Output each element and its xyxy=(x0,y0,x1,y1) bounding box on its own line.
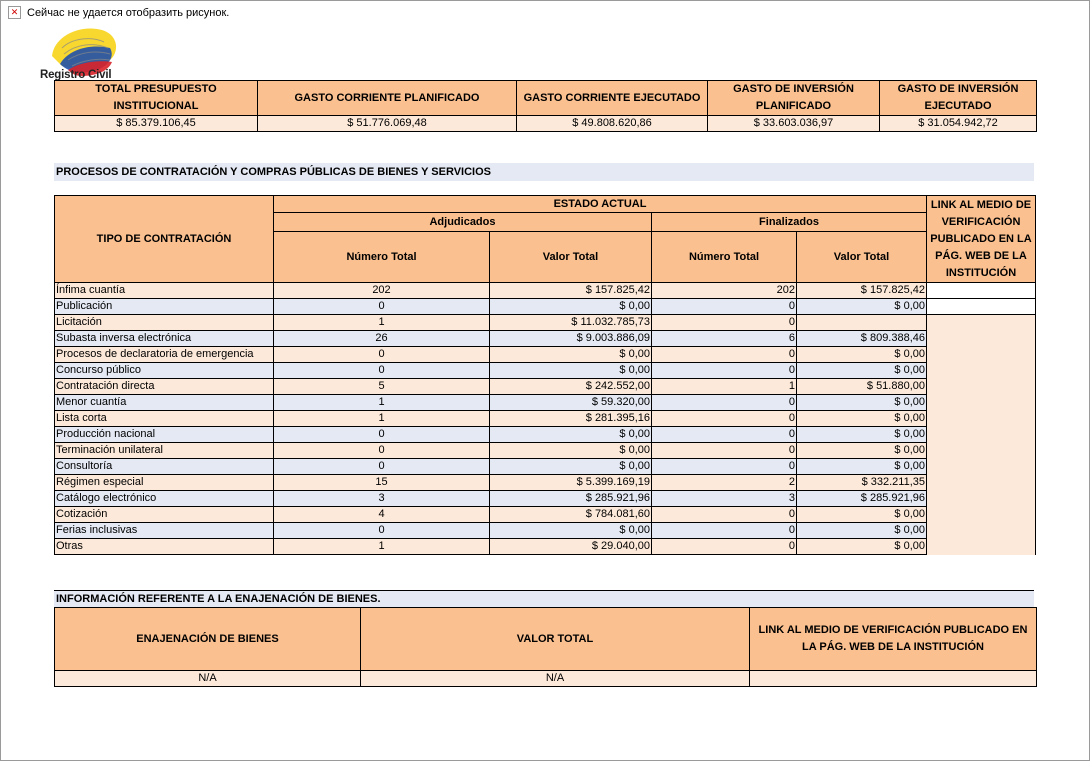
cell-fin-numero: 0 xyxy=(652,539,797,555)
cell-fin-valor xyxy=(797,315,927,331)
budget-value-inversion-planificado: $ 33.603.036,97 xyxy=(708,116,880,132)
table-row xyxy=(55,283,1036,299)
cell-fin-valor: $ 0,00 xyxy=(797,395,927,411)
cell-fin-valor: $ 0,00 xyxy=(797,299,927,315)
cell-link xyxy=(927,283,1036,299)
cell-fin-numero: 6 xyxy=(652,331,797,347)
table-row xyxy=(55,331,1036,347)
cell-tipo: Producción nacional xyxy=(55,427,274,443)
cell-adj-numero: 0 xyxy=(274,347,490,363)
section-title-enajenacion: INFORMACIÓN REFERENTE A LA ENAJENACIÓN DE BIENES. xyxy=(54,590,1034,608)
header-adj-numero-total: Número Total xyxy=(274,231,490,282)
cell-adj-numero: 4 xyxy=(274,507,490,523)
enaj-value-enajenacion: N/A xyxy=(55,671,361,687)
cell-tipo: Otras xyxy=(55,539,274,555)
cell-adj-valor: $ 5.399.169,19 xyxy=(490,475,652,491)
header-tipo-contratacion: TIPO DE CONTRATACIÓN xyxy=(55,196,274,283)
header-fin-valor-total: Valor Total xyxy=(797,231,927,282)
cell-fin-numero: 0 xyxy=(652,459,797,475)
cell-fin-valor: $ 0,00 xyxy=(797,539,927,555)
cell-tipo: Menor cuantía xyxy=(55,395,274,411)
enaj-header-link: LINK AL MEDIO DE VERIFICACIÓN PUBLICADO EN LA PÁG. WEB DE LA INSTITUCIÓN xyxy=(750,608,1037,671)
cell-link xyxy=(927,507,1036,523)
cell-fin-numero: 0 xyxy=(652,523,797,539)
table-row xyxy=(55,411,1036,427)
cell-fin-valor: $ 0,00 xyxy=(797,507,927,523)
cell-tipo: Contratación directa xyxy=(55,379,274,395)
table-row xyxy=(55,523,1036,539)
cell-adj-valor: $ 0,00 xyxy=(490,523,652,539)
header-adjudicados: Adjudicados xyxy=(274,213,652,231)
cell-adj-numero: 26 xyxy=(274,331,490,347)
enajenacion-table xyxy=(54,607,1037,687)
cell-fin-valor: $ 0,00 xyxy=(797,411,927,427)
cell-adj-numero: 0 xyxy=(274,427,490,443)
header-estado-actual: ESTADO ACTUAL xyxy=(274,196,927,213)
cell-adj-valor: $ 281.395,16 xyxy=(490,411,652,427)
cell-link xyxy=(927,539,1036,555)
header-adj-valor-total: Valor Total xyxy=(490,231,652,282)
cell-adj-numero: 0 xyxy=(274,443,490,459)
cell-fin-valor: $ 285.921,96 xyxy=(797,491,927,507)
broken-image-icon: ✕ xyxy=(8,6,21,19)
broken-image-text: Сейчас не удается отобразить рисунок. xyxy=(27,6,230,19)
cell-link xyxy=(927,331,1036,347)
cell-tipo: Cotización xyxy=(55,507,274,523)
contratacion-table xyxy=(54,195,1036,555)
header-fin-numero-total: Número Total xyxy=(652,231,797,282)
cell-fin-numero: 202 xyxy=(652,283,797,299)
cell-fin-valor: $ 51.880,00 xyxy=(797,379,927,395)
cell-adj-numero: 0 xyxy=(274,363,490,379)
table-row xyxy=(55,539,1036,555)
cell-link xyxy=(927,347,1036,363)
cell-adj-valor: $ 9.003.886,09 xyxy=(490,331,652,347)
cell-fin-numero: 0 xyxy=(652,315,797,331)
cell-adj-numero: 1 xyxy=(274,411,490,427)
cell-fin-numero: 0 xyxy=(652,347,797,363)
cell-fin-numero: 0 xyxy=(652,395,797,411)
cell-tipo: Terminación unilateral xyxy=(55,443,274,459)
cell-adj-valor: $ 0,00 xyxy=(490,427,652,443)
table-row xyxy=(55,427,1036,443)
cell-link xyxy=(927,475,1036,491)
enaj-value-link xyxy=(750,671,1037,687)
cell-adj-numero: 1 xyxy=(274,539,490,555)
cell-link xyxy=(927,395,1036,411)
cell-adj-valor: $ 0,00 xyxy=(490,299,652,315)
budget-value-inversion-ejecutado: $ 31.054.942,72 xyxy=(880,116,1037,132)
budget-header-corriente-planificado: GASTO CORRIENTE PLANIFICADO xyxy=(258,81,517,116)
table-row xyxy=(55,443,1036,459)
cell-tipo: Consultoría xyxy=(55,459,274,475)
cell-adj-valor: $ 0,00 xyxy=(490,459,652,475)
budget-header-inversion-ejecutado: GASTO DE INVERSIÓN EJECUTADO xyxy=(880,81,1037,116)
cell-tipo: Licitación xyxy=(55,315,274,331)
cell-link xyxy=(927,427,1036,443)
budget-value-corriente-ejecutado: $ 49.808.620,86 xyxy=(517,116,708,132)
table-row xyxy=(55,475,1036,491)
budget-header-inversion-planificado: GASTO DE INVERSIÓN PLANIFICADO xyxy=(708,81,880,116)
cell-fin-valor: $ 0,00 xyxy=(797,523,927,539)
cell-adj-numero: 202 xyxy=(274,283,490,299)
header-finalizados: Finalizados xyxy=(652,213,927,231)
cell-fin-numero: 3 xyxy=(652,491,797,507)
header-link-verificacion: LINK AL MEDIO DE VERIFICACIÓN PUBLICADO EN LA PÁG. WEB DE LA INSTITUCIÓN xyxy=(927,196,1036,283)
cell-tipo: Ínfima cuantía xyxy=(55,283,274,299)
budget-header-corriente-ejecutado: GASTO CORRIENTE EJECUTADO xyxy=(517,81,708,116)
cell-fin-valor: $ 0,00 xyxy=(797,363,927,379)
cell-fin-valor: $ 0,00 xyxy=(797,459,927,475)
cell-link xyxy=(927,315,1036,331)
cell-adj-valor: $ 0,00 xyxy=(490,347,652,363)
table-row xyxy=(55,347,1036,363)
cell-fin-valor: $ 332.211,35 xyxy=(797,475,927,491)
cell-tipo: Lista corta xyxy=(55,411,274,427)
cell-link xyxy=(927,459,1036,475)
cell-fin-valor: $ 0,00 xyxy=(797,443,927,459)
table-row xyxy=(55,363,1036,379)
cell-adj-numero: 1 xyxy=(274,315,490,331)
cell-adj-valor: $ 784.081,60 xyxy=(490,507,652,523)
budget-header-total: TOTAL PRESUPUESTO INSTITUCIONAL xyxy=(55,81,258,116)
table-row xyxy=(55,299,1036,315)
cell-link xyxy=(927,443,1036,459)
table-row xyxy=(55,315,1036,331)
cell-link xyxy=(927,523,1036,539)
cell-fin-valor: $ 0,00 xyxy=(797,347,927,363)
cell-fin-numero: 0 xyxy=(652,507,797,523)
cell-fin-valor: $ 809.388,46 xyxy=(797,331,927,347)
cell-fin-numero: 0 xyxy=(652,363,797,379)
cell-fin-numero: 0 xyxy=(652,411,797,427)
cell-adj-valor: $ 11.032.785,73 xyxy=(490,315,652,331)
cell-tipo: Régimen especial xyxy=(55,475,274,491)
cell-tipo: Publicación xyxy=(55,299,274,315)
cell-fin-numero: 1 xyxy=(652,379,797,395)
section-title-contratacion: PROCESOS DE CONTRATACIÓN Y COMPRAS PÚBLICAS DE BIENES Y SERVICIOS xyxy=(54,163,1034,181)
budget-value-corriente-planificado: $ 51.776.069,48 xyxy=(258,116,517,132)
budget-table xyxy=(54,80,1037,132)
cell-adj-numero: 0 xyxy=(274,523,490,539)
table-row xyxy=(55,395,1036,411)
cell-adj-valor: $ 157.825,42 xyxy=(490,283,652,299)
budget-value-total: $ 85.379.106,45 xyxy=(55,116,258,132)
cell-adj-valor: $ 285.921,96 xyxy=(490,491,652,507)
table-row xyxy=(55,459,1036,475)
table-row xyxy=(55,379,1036,395)
enaj-value-valor-total: N/A xyxy=(361,671,750,687)
cell-link xyxy=(927,379,1036,395)
enaj-header-enajenacion: ENAJENACIÓN DE BIENES xyxy=(55,608,361,671)
cell-tipo: Procesos de declaratoria de emergencia xyxy=(55,347,274,363)
cell-link xyxy=(927,411,1036,427)
cell-adj-numero: 0 xyxy=(274,459,490,475)
cell-fin-numero: 0 xyxy=(652,427,797,443)
cell-adj-valor: $ 0,00 xyxy=(490,443,652,459)
cell-tipo: Subasta inversa electrónica xyxy=(55,331,274,347)
cell-fin-numero: 2 xyxy=(652,475,797,491)
cell-adj-valor: $ 0,00 xyxy=(490,363,652,379)
table-row xyxy=(55,507,1036,523)
cell-adj-numero: 3 xyxy=(274,491,490,507)
cell-adj-valor: $ 59.320,00 xyxy=(490,395,652,411)
table-row xyxy=(55,491,1036,507)
cell-adj-valor: $ 242.552,00 xyxy=(490,379,652,395)
cell-link xyxy=(927,299,1036,315)
cell-tipo: Ferias inclusivas xyxy=(55,523,274,539)
cell-adj-valor: $ 29.040,00 xyxy=(490,539,652,555)
cell-tipo: Catálogo electrónico xyxy=(55,491,274,507)
cell-adj-numero: 1 xyxy=(274,395,490,411)
cell-fin-numero: 0 xyxy=(652,443,797,459)
cell-link xyxy=(927,363,1036,379)
cell-tipo: Concurso público xyxy=(55,363,274,379)
cell-fin-valor: $ 157.825,42 xyxy=(797,283,927,299)
logo-text: Registro Civil xyxy=(40,69,112,81)
cell-fin-numero: 0 xyxy=(652,299,797,315)
cell-adj-numero: 5 xyxy=(274,379,490,395)
enaj-header-valor-total: VALOR TOTAL xyxy=(361,608,750,671)
cell-link xyxy=(927,491,1036,507)
cell-adj-numero: 0 xyxy=(274,299,490,315)
cell-fin-valor: $ 0,00 xyxy=(797,427,927,443)
cell-adj-numero: 15 xyxy=(274,475,490,491)
